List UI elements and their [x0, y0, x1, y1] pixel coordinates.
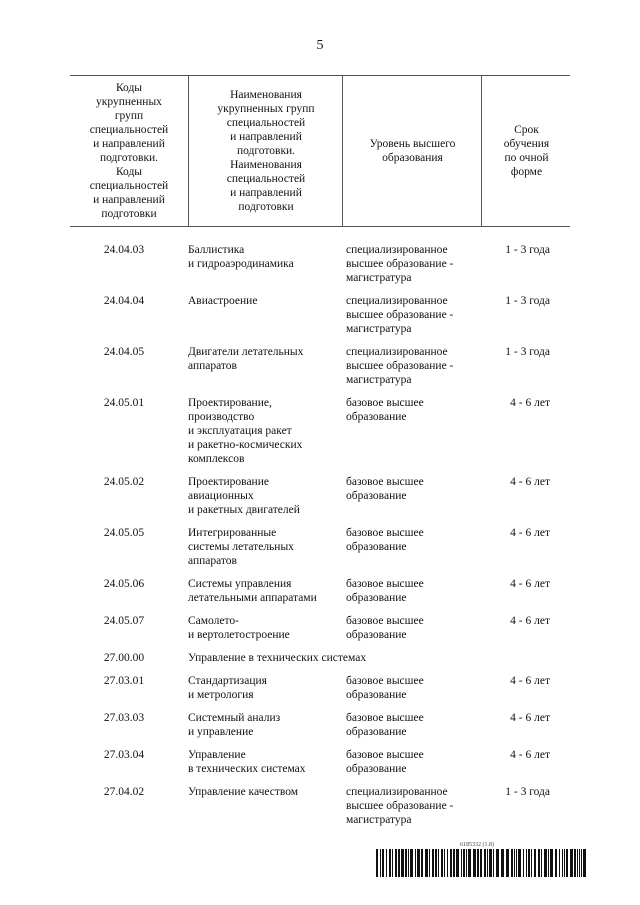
row-term: 4 - 6 лет: [510, 578, 550, 590]
row-code: 24.05.07: [103, 615, 145, 627]
row-code: 24.05.05: [103, 527, 145, 539]
table-row: [70, 526, 570, 568]
row-level-line: образование: [346, 629, 407, 641]
header-line: Коды: [115, 166, 143, 178]
header-codes: [70, 76, 188, 226]
row-level-line: специализированное: [346, 295, 448, 307]
row-term: 4 - 6 лет: [510, 615, 550, 627]
row-name: [178, 475, 338, 517]
row-name-line: в технических системах: [188, 763, 306, 775]
row-name-line: Управление качеством: [188, 786, 299, 798]
row-code: 24.05.02: [103, 476, 145, 488]
row-level: [338, 785, 480, 827]
header-line: Наименования: [230, 89, 302, 101]
row-name: [178, 577, 338, 605]
row-term: 1 - 3 года: [505, 295, 550, 307]
table-row: [70, 674, 570, 702]
row-name-line: летательными аппаратами: [188, 592, 317, 604]
row-level-line: базовое высшее: [346, 527, 424, 539]
header-line: и направлений: [230, 131, 302, 143]
header-line: Коды: [115, 82, 143, 94]
row-level: [338, 748, 480, 776]
row-term: 4 - 6 лет: [510, 749, 550, 761]
row-level-line: магистратура: [346, 272, 412, 284]
row-level-line: базовое высшее: [346, 749, 424, 761]
row-name-line: производство: [188, 411, 255, 423]
row-code: 27.03.04: [103, 749, 145, 761]
row-level-line: образование: [346, 592, 407, 604]
header-line: по очной: [504, 152, 549, 164]
row-name-line: Управление в технических системах: [188, 652, 367, 664]
row-code: 24.04.03: [103, 244, 145, 256]
row-code: 24.05.06: [103, 578, 145, 590]
table-row: [70, 614, 570, 642]
row-name: [178, 526, 338, 568]
header-names: [188, 76, 343, 226]
header-line: и направлений: [93, 138, 165, 150]
row-name-line: Баллистика: [188, 244, 245, 256]
row-name: [178, 674, 338, 702]
header-line: обучения: [503, 138, 550, 150]
row-name-line: Системный анализ: [188, 712, 281, 724]
row-level-line: магистратура: [346, 814, 412, 826]
row-name-line: и гидроаэродинамика: [188, 258, 294, 270]
row-name-line: Авиастроение: [188, 295, 258, 307]
row-level-line: базовое высшее: [346, 712, 424, 724]
row-level-line: образование: [346, 490, 407, 502]
row-name-line: Управление: [188, 749, 246, 761]
row-name: [178, 651, 570, 665]
row-term: 4 - 6 лет: [510, 527, 550, 539]
page-number: 5: [316, 38, 324, 53]
row-name-line: и ракетно-космических: [188, 439, 303, 451]
row-name-line: аппаратов: [188, 555, 237, 567]
row-name-line: комплексов: [188, 453, 245, 465]
table-row: [70, 711, 570, 739]
header-line: специальностей: [89, 124, 169, 136]
header-line: Наименования: [230, 159, 302, 171]
row-term: 1 - 3 года: [505, 244, 550, 256]
table-body: [70, 243, 570, 827]
row-level-line: специализированное: [346, 346, 448, 358]
row-level: [338, 526, 480, 568]
header-line: групп: [114, 110, 144, 122]
row-code: 27.03.01: [103, 675, 145, 687]
row-name-line: Системы управления: [188, 578, 292, 590]
header-line: подготовки: [238, 201, 294, 213]
row-level: [338, 711, 480, 739]
row-level-line: высшее образование -: [346, 800, 454, 812]
row-name-line: Проектирование: [188, 476, 269, 488]
row-code: 27.03.03: [103, 712, 145, 724]
row-level-line: базовое высшее: [346, 615, 424, 627]
row-term: 1 - 3 года: [505, 786, 550, 798]
row-name: [178, 345, 338, 387]
document-code: 6185332 (1.8): [460, 842, 494, 848]
row-level-line: базовое высшее: [346, 675, 424, 687]
row-name: [178, 748, 338, 776]
row-level-line: образование: [346, 726, 407, 738]
row-code: 24.04.05: [103, 346, 145, 358]
row-name-line: и эксплуатация ракет: [188, 425, 292, 437]
row-level-line: специализированное: [346, 244, 448, 256]
row-level-line: высшее образование -: [346, 309, 454, 321]
barcode-image: [376, 849, 588, 877]
row-name: [178, 396, 338, 466]
row-level: [338, 396, 480, 466]
table-row: [70, 294, 570, 336]
row-level-line: магистратура: [346, 323, 412, 335]
header-line: укрупненных: [96, 96, 162, 108]
header-term: [481, 76, 571, 226]
row-name-line: аппаратов: [188, 360, 237, 372]
row-level: [338, 614, 480, 642]
row-code: 24.04.04: [103, 295, 145, 307]
row-level-line: специализированное: [346, 786, 448, 798]
row-level-line: образование: [346, 689, 407, 701]
header-line: Уровень высшего: [369, 138, 456, 150]
table-header: [70, 75, 570, 227]
row-name: [178, 243, 338, 285]
row-name-line: авиационных: [188, 490, 254, 502]
header-line: и направлений: [230, 187, 302, 199]
row-name-line: и вертолетостроение: [188, 629, 290, 641]
row-level-line: базовое высшее: [346, 578, 424, 590]
header-line: форме: [510, 166, 543, 178]
row-term: 1 - 3 года: [505, 346, 550, 358]
header-line: укрупненных групп: [217, 103, 315, 115]
header-level: [342, 76, 482, 226]
header-line: образования: [382, 152, 443, 164]
row-term: 4 - 6 лет: [510, 712, 550, 724]
table-row: [70, 475, 570, 517]
row-level: [338, 294, 480, 336]
row-level-line: базовое высшее: [346, 397, 424, 409]
row-name-line: Интегрированные: [188, 527, 277, 539]
row-code: 24.05.01: [103, 397, 145, 409]
table-row: [70, 651, 570, 665]
row-level-line: базовое высшее: [346, 476, 424, 488]
row-level-line: высшее образование -: [346, 360, 454, 372]
row-name-line: Проектирование,: [188, 397, 272, 409]
row-level: [338, 243, 480, 285]
row-level: [338, 345, 480, 387]
row-name-line: и метрология: [188, 689, 254, 701]
table-row: [70, 345, 570, 387]
header-line: специальностей: [89, 180, 169, 192]
row-name-line: системы летательных: [188, 541, 294, 553]
row-level-line: образование: [346, 411, 407, 423]
table-row: [70, 785, 570, 827]
header-line: подготовки: [101, 208, 157, 220]
row-level-line: образование: [346, 763, 407, 775]
table-row: [70, 748, 570, 776]
row-level: [338, 577, 480, 605]
header-line: специальностей: [226, 117, 306, 129]
row-term: 4 - 6 лет: [510, 397, 550, 409]
row-name: [178, 294, 338, 336]
row-level: [338, 674, 480, 702]
header-line: подготовки.: [99, 152, 159, 164]
table-row: [70, 577, 570, 605]
table-row: [70, 396, 570, 466]
row-name-line: Двигатели летательных: [188, 346, 304, 358]
row-level-line: образование: [346, 541, 407, 553]
row-term: 4 - 6 лет: [510, 476, 550, 488]
row-term: 4 - 6 лет: [510, 675, 550, 687]
header-line: Срок: [514, 124, 539, 136]
header-line: специальностей: [226, 173, 306, 185]
row-name: [178, 614, 338, 642]
row-name: [178, 711, 338, 739]
row-name-line: и управление: [188, 726, 254, 738]
header-line: и направлений: [93, 194, 165, 206]
row-name-line: и ракетных двигателей: [188, 504, 300, 516]
row-code: 27.04.02: [103, 786, 145, 798]
row-name-line: Самолето-: [188, 615, 239, 627]
table-row: [70, 243, 570, 285]
row-level-line: магистратура: [346, 374, 412, 386]
row-level: [338, 475, 480, 517]
row-name: [178, 785, 338, 827]
specialties-table: [70, 75, 570, 836]
header-line: подготовки.: [236, 145, 296, 157]
row-level-line: высшее образование -: [346, 258, 454, 270]
row-code: 27.00.00: [103, 652, 145, 664]
row-name-line: Стандартизация: [188, 675, 267, 687]
